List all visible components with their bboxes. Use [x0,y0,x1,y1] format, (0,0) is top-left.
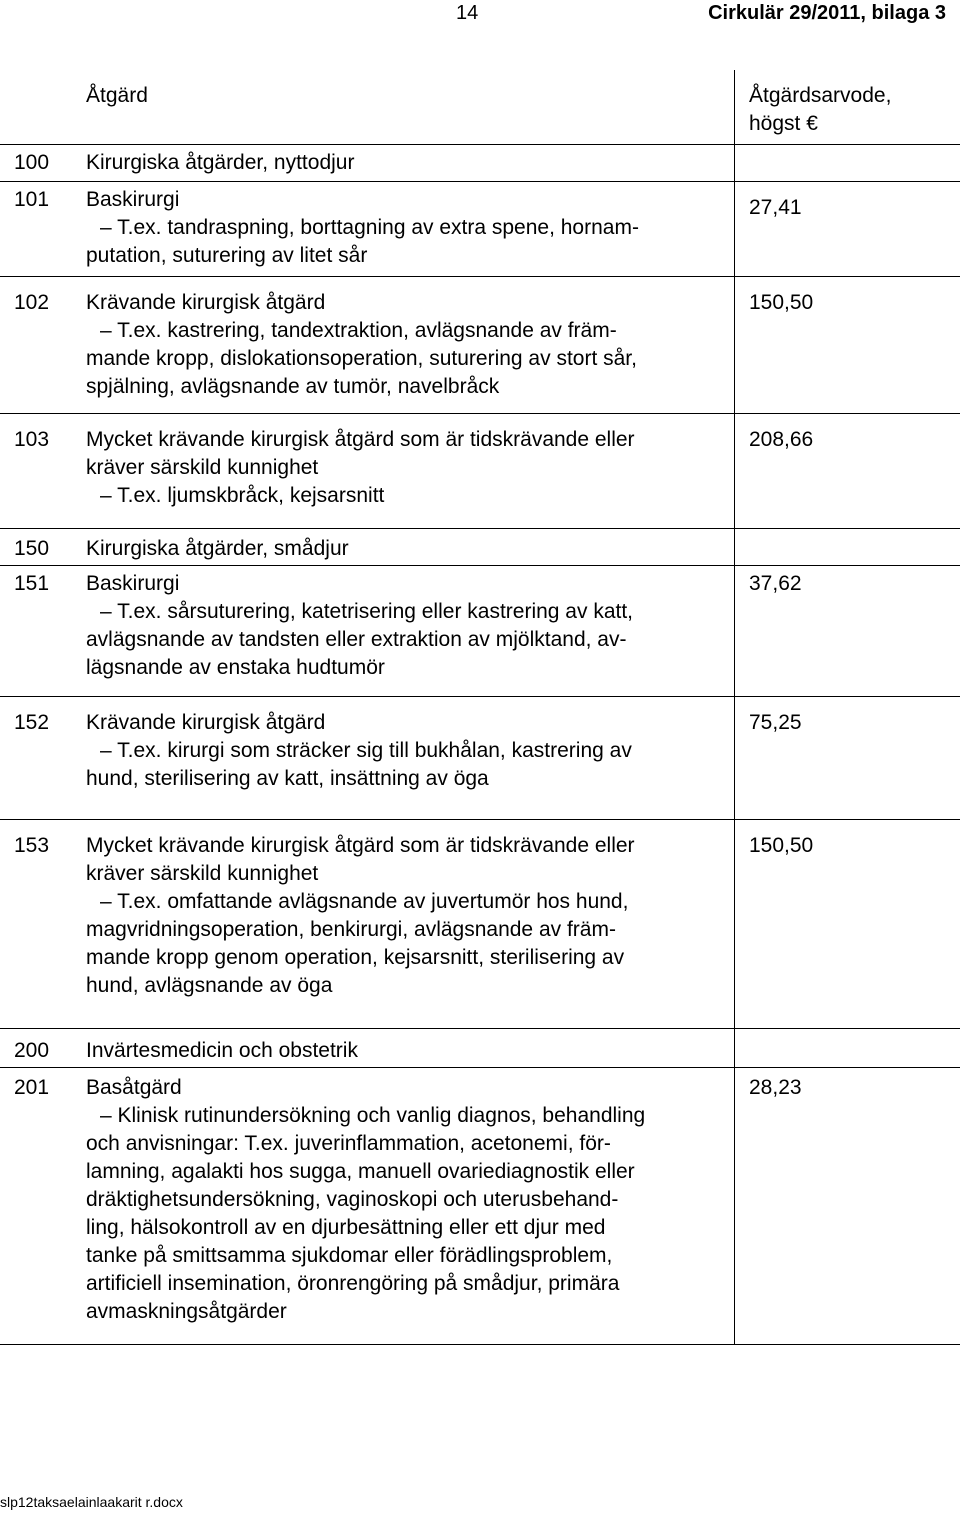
row-code: 100 [14,151,50,174]
row-title: Mycket krävande kirurgisk åtgärd som är tidskrävande eller [86,428,635,451]
row-text: – T.ex. tandraspning, borttagning av extra spene, hornam- [100,216,639,239]
row-text: ling, hälsokontroll av en djurbesättning eller ett djur med [86,1216,606,1239]
row-code: 200 [14,1039,50,1062]
row-text: – T.ex. kastrering, tandextraktion, avlägsnande av främ- [100,319,617,342]
row-text: – T.ex. omfattande avlägsnande av juvertumör hos hund, [100,890,629,913]
row-text: – Klinisk rutinundersökning och vanlig diagnos, behandling [100,1104,646,1127]
table-row [0,529,960,566]
footer-filename: slp12taksaelainlaakarit r.docx [0,1494,183,1510]
row-title: Basåtgärd [86,1076,182,1099]
table-row [0,182,960,277]
row-text: kräver särskild kunnighet [86,862,319,885]
column-header-fee: Åtgärdsarvode, [749,84,892,107]
row-text: kräver särskild kunnighet [86,456,319,479]
table-row [0,1068,960,1345]
page-number: 14 [456,2,479,24]
row-title: Baskirurgi [86,572,180,595]
row-fee: 28,23 [749,1076,802,1099]
table-row [0,277,960,414]
row-code: 201 [14,1076,50,1099]
row-code: 152 [14,711,50,734]
row-code: 102 [14,291,50,314]
column-header-action: Åtgärd [86,84,148,107]
row-code: 101 [14,188,50,211]
row-title: Kirurgiska åtgärder, smådjur [86,537,349,560]
row-fee: 27,41 [749,196,802,219]
row-title: Kirurgiska åtgärder, nyttodjur [86,151,355,174]
circular-title: Cirkulär 29/2011, bilaga 3 [708,2,946,24]
row-text: mande kropp genom operation, kejsarsnitt, sterilisering av [86,946,625,969]
row-text: avlägsnande av tandsten eller extraktion av mjölktand, av- [86,628,627,651]
row-text: tanke på smittsamma sjukdomar eller förädlingsproblem, [86,1244,613,1267]
row-text: magvridningsoperation, benkirurgi, avlägsnande av främ- [86,918,616,941]
table-header-row [0,70,960,145]
row-fee: 75,25 [749,711,802,734]
row-code: 150 [14,537,50,560]
row-fee: 150,50 [749,834,814,857]
row-title: Invärtesmedicin och obstetrik [86,1039,358,1062]
row-text: lägsnande av enstaka hudtumör [86,656,385,679]
table-row [0,820,960,1029]
row-code: 153 [14,834,50,857]
row-text: mande kropp, dislokationsoperation, suturering av stort sår, [86,347,637,370]
row-title: Krävande kirurgisk åtgärd [86,711,326,734]
table-row [0,697,960,820]
row-text: hund, avlägsnande av öga [86,974,333,997]
row-fee: 150,50 [749,291,814,314]
row-text: – T.ex. ljumskbråck, kejsarsnitt [100,484,385,507]
row-text: lamning, agalakti hos sugga, manuell ovariediagnostik eller [86,1160,635,1183]
row-code: 151 [14,572,50,595]
table-row [0,566,960,697]
row-text: hund, sterilisering av katt, insättning av öga [86,767,489,790]
table-row [0,414,960,529]
row-text: – T.ex. sårsuturering, katetrisering eller kastrering av katt, [100,600,634,623]
row-text: och anvisningar: T.ex. juverinflammation, acetonemi, för- [86,1132,611,1155]
row-text: spjälning, avlägsnande av tumör, navelbråck [86,375,500,398]
row-fee: 37,62 [749,572,802,595]
row-title: Mycket krävande kirurgisk åtgärd som är tidskrävande eller [86,834,635,857]
row-title: Baskirurgi [86,188,180,211]
row-text: – T.ex. kirurgi som sträcker sig till bukhålan, kastrering av [100,739,632,762]
row-text: artificiell insemination, öronrengöring på smådjur, primära [86,1272,620,1295]
row-text: dräktighetsundersökning, vaginoskopi och uterusbehand- [86,1188,619,1211]
column-header-fee-unit: högst € [749,112,818,135]
fee-table [0,70,960,1345]
row-text: putation, suturering av litet sår [86,244,368,267]
row-code: 103 [14,428,50,451]
row-text: avmaskningsåtgärder [86,1300,287,1323]
row-fee: 208,66 [749,428,814,451]
table-row [0,145,960,182]
row-title: Krävande kirurgisk åtgärd [86,291,326,314]
table-row [0,1029,960,1068]
